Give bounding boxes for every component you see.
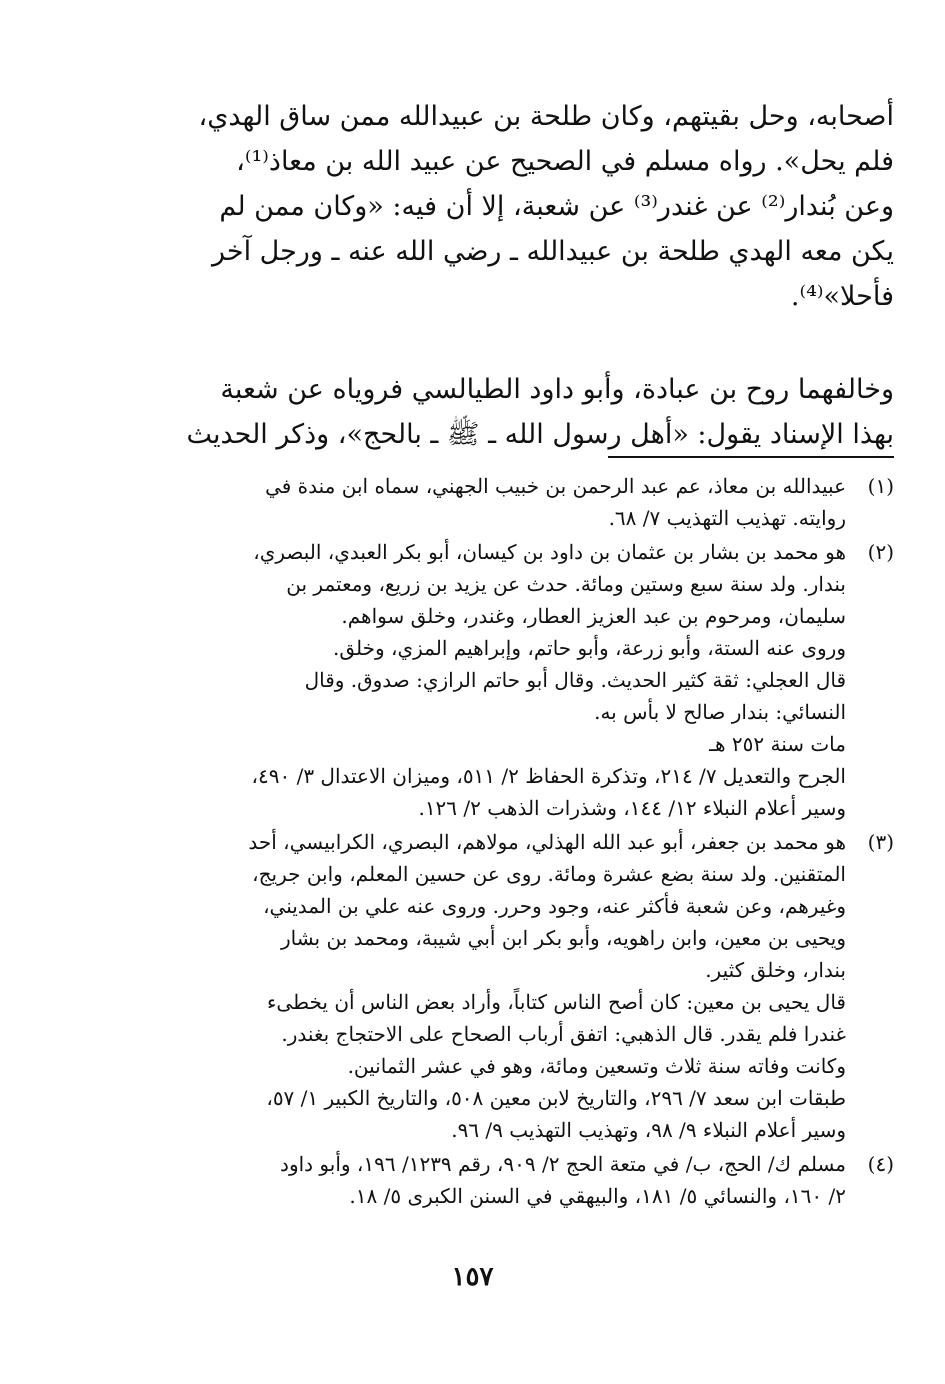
text-line: يكن معه الهدي طلحة بن عبيدالله ـ رضي الله عنه ـ ورجل آخر (211, 236, 894, 267)
footnote-line: بندار. ولد سنة سبع وستين ومائة. حدث عن يزيد بن زريع، ومعتمر بن (286, 572, 846, 596)
footnote-line: المتقنين. ولد سنة بضع عشرة ومائة. روى عن حسين المعلم، وابن جريج، (252, 862, 846, 886)
footnote-line: غندرا فلم يقدر. قال الذهبي: اتفق أرباب الصحاح على الاحتجاج بغندر. (281, 1022, 846, 1046)
footnote-line: الجرح والتعديل ٧/ ٢١٤، وتذكرة الحفاظ ٢/ ٥١١، وميزان الاعتدال ٣/ ٤٩٠، (251, 764, 846, 788)
footnote-line: مسلم ك/ الحج، ب/ في متعة الحج ٢/ ٩٠٩، رقم ١٢٣٩/ ١٩٦، وأبو داود (280, 1152, 846, 1176)
footnote-line: وسير أعلام النبلاء ١٢/ ١٤٤، وشذرات الذهب ٢/ ١٢٦. (418, 796, 846, 820)
page-number: ١٥٧ (451, 1262, 494, 1292)
footnote (172, 536, 894, 824)
footnotes (172, 470, 894, 1214)
footnote-line: وروى عنه الستة، وأبو زرعة، وأبو حاتم، وإبراهيم المزي، وخلق. (333, 636, 846, 660)
text-line: وخالفهما روح بن عبادة، وأبو داود الطيالسي فروياه عن شعبة (220, 374, 894, 405)
footnote-line: ٢/ ١٦٠، والنسائي ٥/ ١٨١، والبيهقي في السنن الكبرى ٥/ ١٨. (349, 1184, 846, 1208)
footnote-number: (٤) (867, 1152, 894, 1176)
footnote-line: بندار، وخلق كثير. (705, 958, 846, 982)
footnote-line: وكانت وفاته سنة ثلاث وتسعين ومائة، وهو في عشر الثمانين. (347, 1054, 846, 1078)
footnote-body (172, 826, 846, 1146)
paragraph-1 (172, 94, 894, 319)
footnote (172, 1148, 894, 1212)
footnote-separator (608, 456, 894, 458)
footnote-line: وغيرهم، وعن شعبة فأكثر عنه، وجود وحرر. وروى عنه علي بن المديني، (263, 894, 846, 918)
footnote-line: طبقات ابن سعد ٧/ ٢٩٦، والتاريخ لابن معين ٥٠٨، والتاريخ الكبير ١/ ٥٧، (266, 1086, 846, 1110)
footnote-line: روايته. تهذيب التهذيب ٧/ ٦٨. (608, 506, 846, 530)
footnote-body (172, 536, 846, 824)
footnote-line: عبيدالله بن معاذ، عم عبد الرحمن بن خبيب الجهني، سماه ابن مندة في (265, 474, 846, 498)
footnote-line: ويحيى بن معين، وابن راهويه، وأبو بكر ابن أبي شيبة، ومحمد بن بشار (280, 926, 846, 950)
paragraph-2 (172, 367, 894, 457)
text-line: فلم يحل». رواه مسلم في الصحيح عن عبيد الله بن معاذ⁽¹⁾، (236, 146, 894, 177)
footnote-line: قال العجلي: ثقة كثير الحديث. وقال أبو حاتم الرازي: صدوق. وقال (304, 668, 846, 692)
footnote-line: هو محمد بن جعفر، أبو عبد الله الهذلي، مولاهم، البصري، الكرابيسي، أحد (248, 830, 846, 854)
text-line: أصحابه، وحل بقيتهم، وكان طلحة بن عبيدالله ممن ساق الهدي، (198, 101, 894, 132)
footnote-line: النسائي: بندار صالح لا بأس به. (594, 700, 846, 724)
footnote-line: مات سنة ٢٥٢ هـ (709, 732, 846, 756)
footnote-number: (١) (867, 474, 894, 498)
text-line: وعن بُندار⁽²⁾ عن غندر⁽³⁾ عن شعبة، إلا أن فيه: «وكان ممن لم (219, 191, 894, 222)
footnote (172, 826, 894, 1146)
footnote-line: وسير أعلام النبلاء ٩/ ٩٨، وتهذيب التهذيب ٩/ ٩٦. (451, 1118, 846, 1142)
footnote-number: (٣) (867, 830, 894, 854)
footnote-body (172, 1148, 846, 1212)
footnote-line: هو محمد بن بشار بن عثمان بن داود بن كيسان، أبو بكر العبدي، البصري، (253, 540, 846, 564)
text-line: فأحلا»⁽⁴⁾. (790, 281, 894, 312)
footnote-line: قال يحيى بن معين: كان أصح الناس كتاباً، وأراد بعض الناس أن يخطىء (267, 990, 846, 1014)
footnote-number: (٢) (867, 540, 894, 564)
text-line: بهذا الإسناد يقول: «أهل رسول الله ـ ﷺ ـ بالحج»، وذكر الحديث (186, 419, 894, 450)
footnote-line: سليمان، ومرحوم بن عبد العزيز العطار، وغندر، وخلق سواهم. (341, 604, 846, 628)
footnote (172, 470, 894, 534)
footnote-body (172, 470, 846, 534)
main-text (172, 94, 894, 457)
